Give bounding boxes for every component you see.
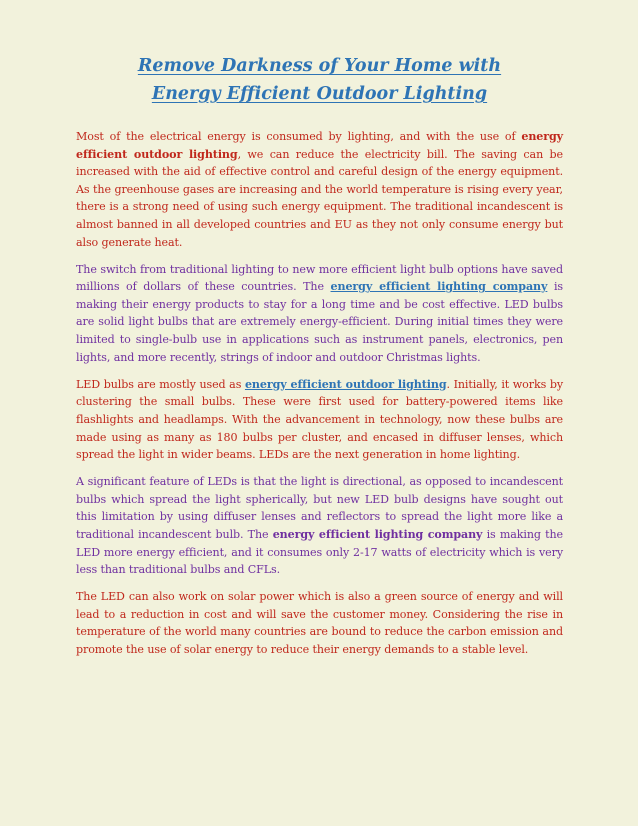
paragraph-2-text-b: is making their energy products to stay for a long time and be cost effective. LED bulbs are solid light bulbs that are extremely energy-efficient. During initial times they were limited to single-bulb use in applications such as instrument panels, electronics, pen lights, and more recently, strings of indoor and outdoor Christmas lights. xyxy=(76,280,563,364)
keyword-energy-efficient-outdoor-lighting: energy efficient outdoor lighting xyxy=(76,130,563,161)
keyword-energy-efficient-lighting-company: energy efficient lighting company xyxy=(272,527,483,541)
paragraph-3-text-a: LED bulbs are mostly used as xyxy=(76,377,245,391)
paragraph-4-text-a: A significant feature of LEDs is that the light is directional, as opposed to incandescent bulbs which spread the light spherically, but new LED bulb designs have sought out this limitation by using diffuser lenses and reflectors to spread the light more like a traditional incandescent bulb. The xyxy=(76,475,563,541)
paragraph-4-text-b: is making the LED more energy efficient, and it consumes only 2-17 watts of electricity which is very less than traditional bulbs and CFLs. xyxy=(76,527,563,577)
paragraph-2-text-a: The switch from traditional lighting to new more efficient light bulb options have saved millions of dollars of these countries. The xyxy=(76,262,563,294)
paragraph-2 xyxy=(76,261,563,367)
paragraph-3 xyxy=(76,376,563,464)
page-title xyxy=(76,52,563,108)
paragraph-3-text-b: . Initially, it works by clustering the small bulbs. These were first used for battery-powered items like flashlights and headlamps. With the advancement in technology, now these bulbs are made using as many as 180 bulbs per cluster, and encased in diffuser lenses, which spread the light in wider beams. LEDs are the next generation in home lighting. xyxy=(76,377,563,462)
title-line-1: Remove Darkness of Your Home with xyxy=(137,56,502,76)
title-line-2: Energy Efficient Outdoor Lighting xyxy=(151,84,488,104)
paragraph-4 xyxy=(76,473,563,579)
paragraph-1-text-b: , we can reduce the electricity bill. The saving can be increased with the aid of effective control and careful design of the energy equipment. As the greenhouse gases are increasing and the world temperature is rising every year, there is a strong need of using such energy equipment. The traditional incandescent is almost banned in all developed countries and EU as they not only consume energy but also generate heat. xyxy=(76,147,563,249)
paragraph-5-text: The LED can also work on solar power which is also a green source of energy and will lead to a reduction in cost and will save the customer money. Considering the rise in temperature of the world many countries are bound to reduce the carbon emission and promote the use of solar energy to reduce their energy demands to a stable level. xyxy=(76,590,563,657)
link-energy-efficient-outdoor-lighting[interactable]: energy efficient outdoor lighting xyxy=(244,377,447,391)
link-energy-efficient-lighting-company[interactable]: energy efficient lighting company xyxy=(330,280,548,294)
paragraph-1 xyxy=(76,128,563,251)
paragraph-1-text-a: Most of the electrical energy is consumed by lighting, and with the use of xyxy=(76,130,522,143)
paragraph-5 xyxy=(76,588,563,658)
